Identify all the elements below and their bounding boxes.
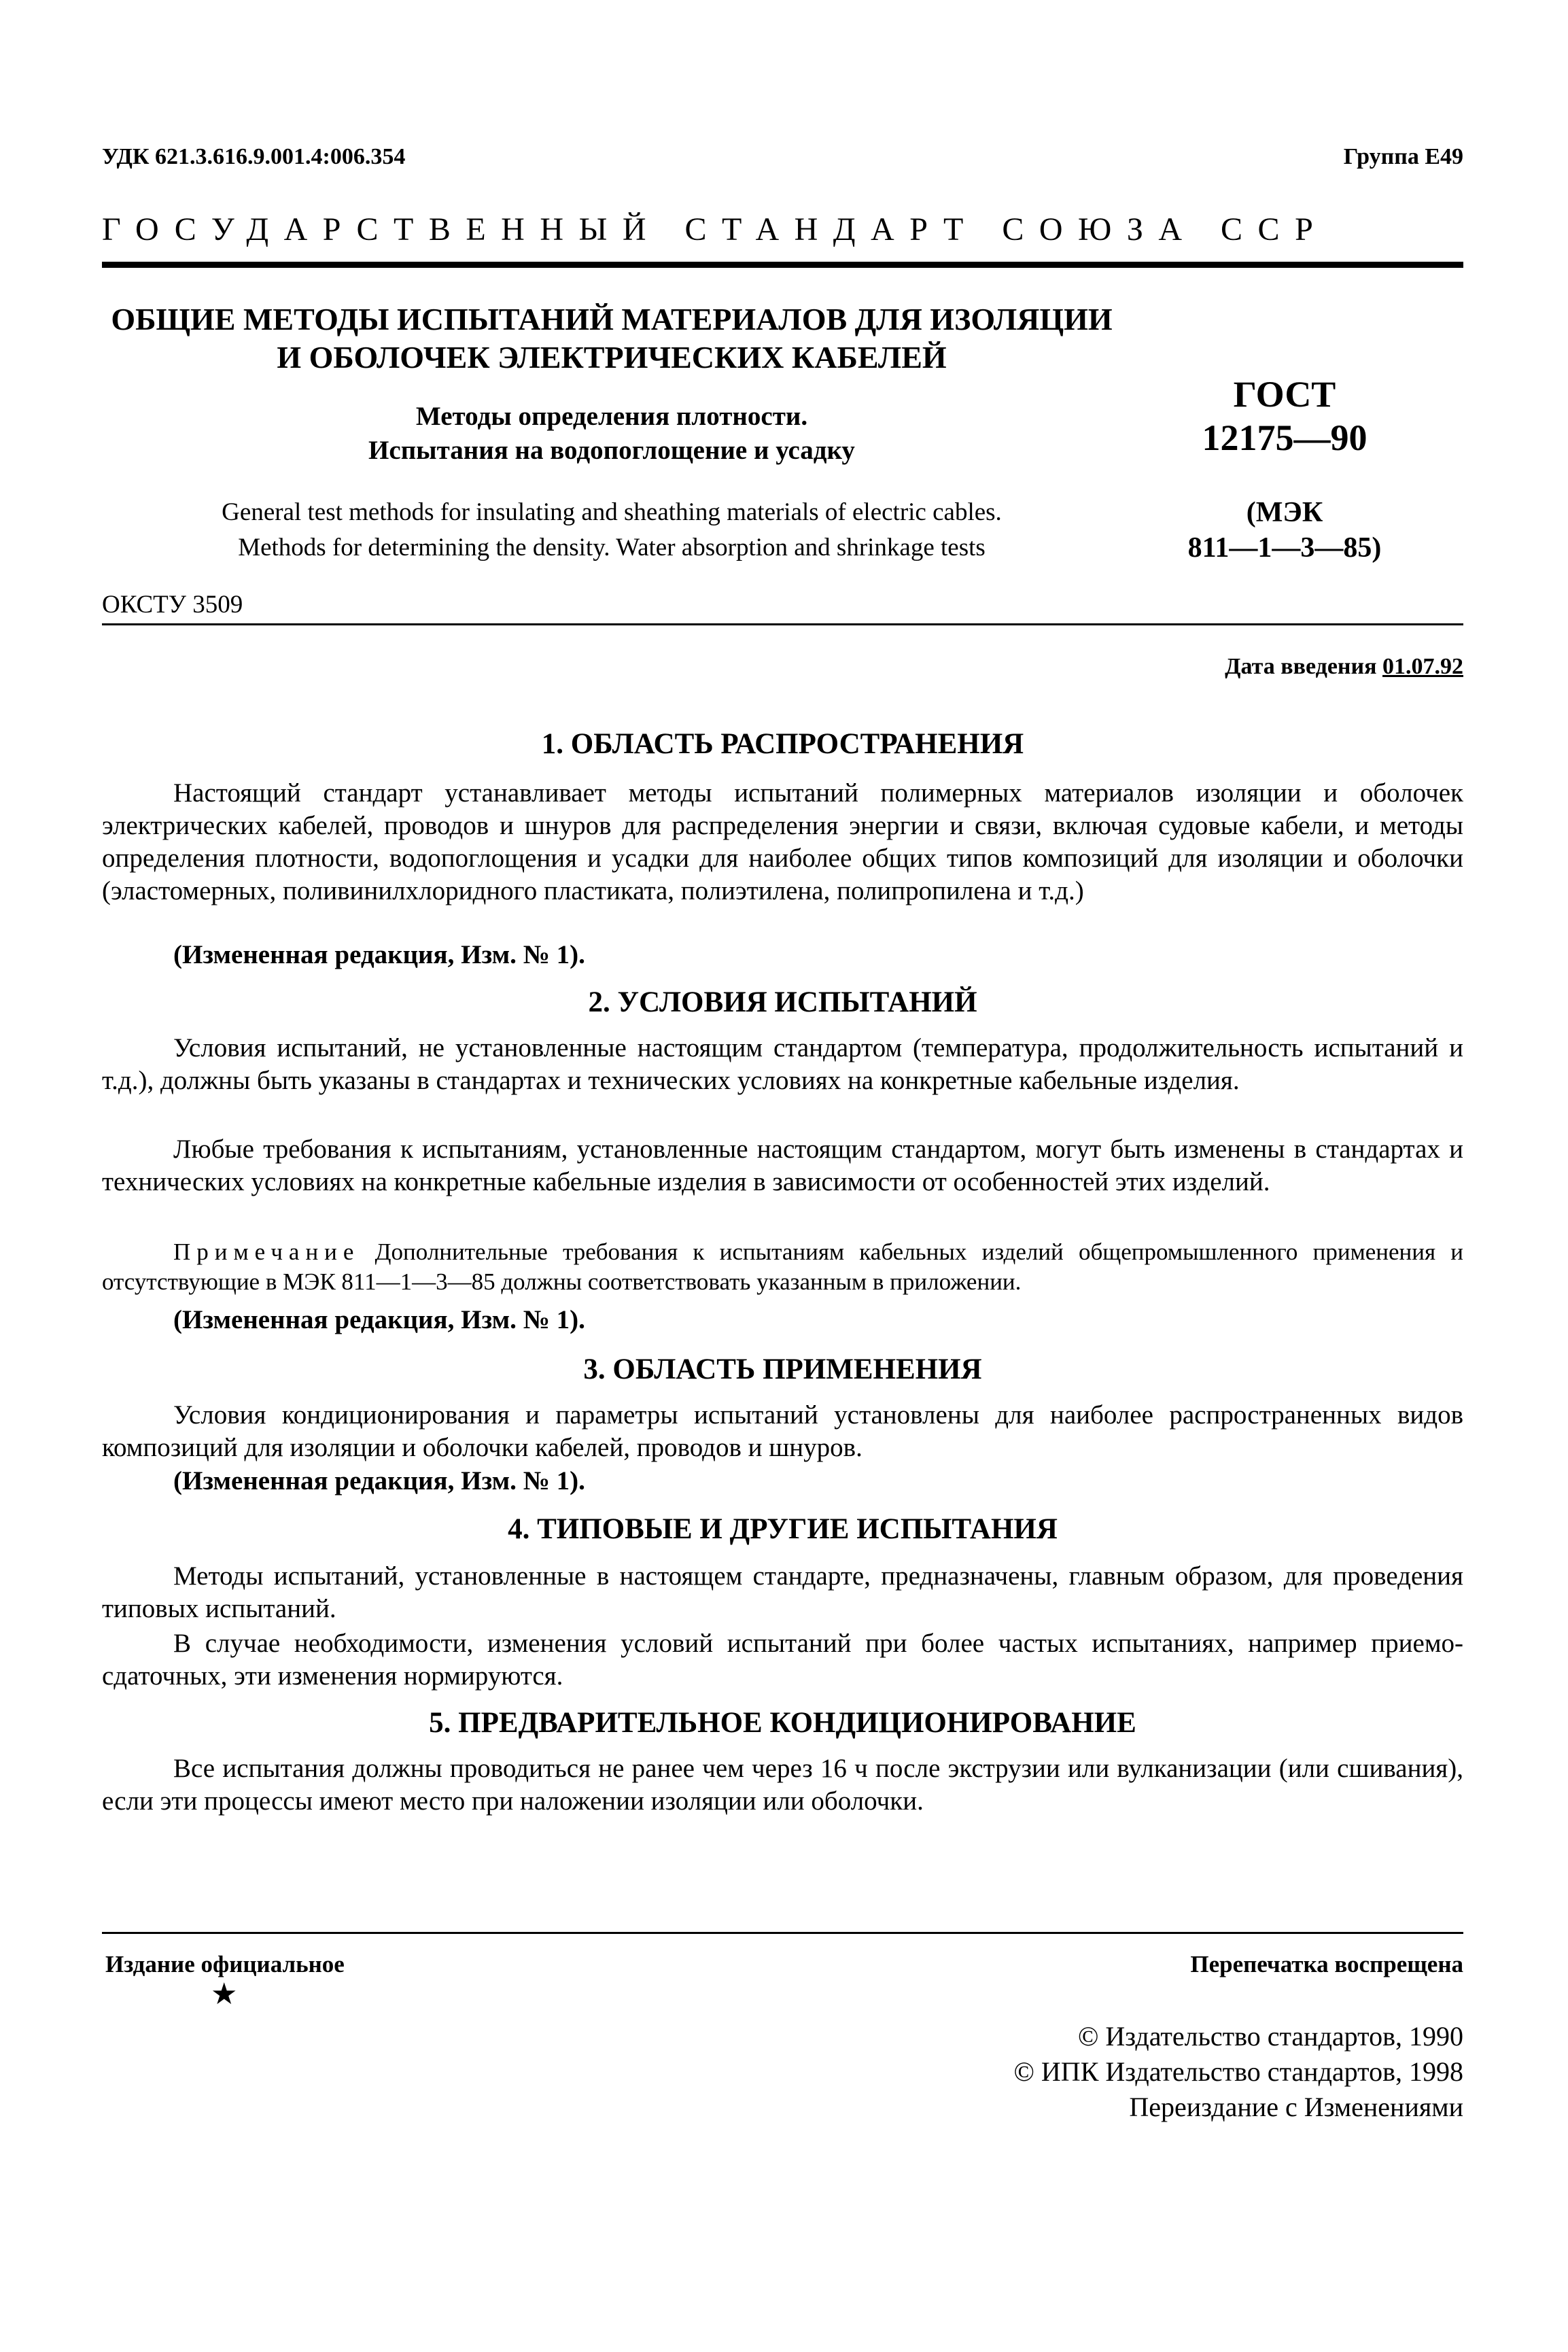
english-title-line-1: General test methods for insulating and sheathing materials of electric cables.: [222, 498, 1002, 526]
note-label: Примечание: [173, 1239, 360, 1265]
header-thick-rule: [102, 262, 1463, 268]
iec-number: 811—1—3—85): [1187, 532, 1382, 564]
group-code: Группа Е49: [1343, 144, 1463, 169]
section-2-amendment: (Измененная редакция, Изм. № 1).: [173, 1305, 585, 1334]
star-icon: ★: [211, 1977, 238, 2011]
section-1-heading: 1. ОБЛАСТЬ РАСПРОСТРАНЕНИЯ: [541, 728, 1024, 760]
copyright-1998: © ИПК Издательство стандартов, 1998: [1013, 2056, 1463, 2087]
subtitle-line-1: Методы определения плотности.: [415, 402, 808, 431]
english-title: [102, 495, 1121, 566]
english-title-line-2: Methods for determining the density. Water absorption and shrinkage tests: [238, 534, 986, 561]
footer-rule: [102, 1932, 1463, 1934]
udk-code: УДК 621.3.616.9.001.4:006.354: [102, 144, 406, 169]
section-4-paragraph-2: В случае необходимости, изменения условий испытаний при более частых испытаниях, например приемо-сдаточных, эти изменения нормируются.: [102, 1629, 1463, 1691]
official-edition-label: Издание официальное: [105, 1951, 345, 1977]
section-2-note: [102, 1237, 1463, 1297]
document-title: [102, 300, 1121, 377]
section-3-heading: 3. ОБЛАСТЬ ПРИМЕНЕНИЯ: [583, 1353, 982, 1385]
section-4-paragraph-1: Методы испытаний, установленные в настоящем стандарте, предназначены, главным образом, для проведения типовых испытаний.: [102, 1561, 1463, 1623]
section-3-paragraph: Условия кондиционирования и параметры испытаний установлены для наиболее распространенных видов композиций для изоляции и оболочки кабелей, проводов и шнуров.: [102, 1400, 1463, 1462]
title-line-2: И ОБОЛОЧЕК ЭЛЕКТРИЧЕСКИХ КАБЕЛЕЙ: [277, 340, 947, 375]
section-5-paragraph: Все испытания должны проводиться не ранее чем через 16 ч после экструзии или вулканизации (или сшивания), если эти процессы имеют место при наложении изоляции или оболочки.: [102, 1754, 1463, 1816]
iec-designation: [1149, 495, 1421, 566]
title-line-1: ОБЩИЕ МЕТОДЫ ИСПЫТАНИЙ МАТЕРИАЛОВ ДЛЯ ИЗОЛЯЦИИ: [111, 302, 1113, 336]
gost-designation: [1149, 373, 1421, 460]
reprint-prohibited-label: Перепечатка воспрещена: [1190, 1951, 1463, 1977]
introduction-date: [1225, 654, 1463, 680]
reissue-note: Переиздание с Изменениями: [1129, 2092, 1463, 2122]
section-4-heading: 4. ТИПОВЫЕ И ДРУГИЕ ИСПЫТАНИЯ: [508, 1513, 1058, 1545]
document-subtitle: [204, 400, 1020, 468]
note-text: Дополнительные требования к испытаниям кабельных изделий общепромышленного применения и отсутствующие в МЭК 811—1—3—85 должны соответствовать указанным в приложении.: [102, 1239, 1464, 1295]
copyright-block: [648, 2019, 1463, 2125]
intro-date-label: Дата введения: [1225, 654, 1377, 679]
iec-label: (МЭК: [1246, 497, 1323, 528]
okstu-code: ОКСТУ 3509: [102, 591, 243, 619]
section-1-paragraph: Настоящий стандарт устанавливает методы испытаний полимерных материалов изоляции и оболочек электрических кабелей, проводов и шнуров для распределения энергии и связи, включая судовые кабели, и методы определения плотности, водопоглощения и усадки для наиболее общих типов композиций для изоляции и оболочки (эластомерных, поливинилхлоридного пластиката, полиэтилена, полипропилена и т.д.): [102, 778, 1463, 905]
subtitle-line-2: Испытания на водопоглощение и усадку: [368, 436, 855, 465]
gost-label: ГОСТ: [1233, 374, 1336, 415]
intro-date-value: 01.07.92: [1382, 654, 1463, 679]
state-standard-banner: ГОСУДАРСТВЕННЫЙ СТАНДАРТ СОЮЗА ССР: [102, 211, 1329, 247]
section-1-amendment: (Измененная редакция, Изм. № 1).: [173, 940, 585, 969]
section-2-paragraph-1: Условия испытаний, не установленные настоящим стандартом (температура, продолжительность испытаний и т.д.), должны быть указаны в стандартах и технических условиях на конкретные кабельные изделия.: [102, 1033, 1463, 1095]
okstu-rule: [102, 623, 1463, 625]
gost-number: 12175—90: [1202, 417, 1367, 458]
copyright-1990: © Издательство стандартов, 1990: [1077, 2021, 1463, 2052]
section-2-paragraph-2: Любые требования к испытаниям, установленные настоящим стандартом, могут быть изменены в стандартах и технических условиях на конкретные кабельные изделия в зависимости от особенностей этих изделий.: [102, 1135, 1463, 1196]
section-3-amendment: (Измененная редакция, Изм. № 1).: [173, 1466, 585, 1495]
section-2-heading: 2. УСЛОВИЯ ИСПЫТАНИЙ: [588, 986, 977, 1018]
section-5-heading: 5. ПРЕДВАРИТЕЛЬНОЕ КОНДИЦИОНИРОВАНИЕ: [429, 1707, 1136, 1739]
